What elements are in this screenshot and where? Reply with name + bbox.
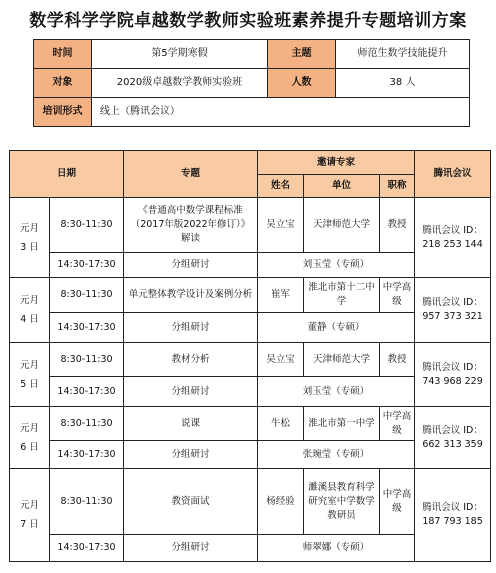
expert-name: 吴立宝 — [258, 343, 304, 377]
date-cell — [10, 407, 50, 469]
expert-title: 中学高级 — [380, 407, 415, 441]
date-month: 元月 — [19, 500, 39, 511]
expert-title: 教授 — [380, 198, 415, 253]
expert-title: 中学高级 — [380, 278, 415, 313]
format-value: 线上（腾讯会议） — [92, 98, 470, 127]
pm-time: 14:30-17:30 — [50, 377, 124, 407]
target-value: 2020级卓越数学教师实验班 — [92, 69, 268, 98]
pm-host: 张琬莹（专硕） — [258, 441, 415, 469]
expert-name: 牛松 — [258, 407, 304, 441]
am-topic: 说课 — [124, 407, 258, 441]
pm-time: 14:30-17:30 — [50, 253, 124, 278]
table-row — [10, 343, 491, 377]
date-day: 6 日 — [20, 441, 39, 453]
expert-unit: 淮北市第十二中学 — [304, 278, 380, 313]
target-label: 对象 — [34, 69, 92, 98]
date-day: 5 日 — [20, 378, 39, 390]
pm-host: 刘玉莹（专硕） — [258, 377, 415, 407]
date-day: 7 日 — [20, 519, 39, 530]
date-day: 3 日 — [20, 241, 39, 253]
header-title: 职称 — [380, 175, 415, 198]
expert-unit: 天津师范大学 — [304, 198, 380, 253]
pm-time: 14:30-17:30 — [50, 535, 124, 562]
date-month: 元月 — [19, 359, 39, 371]
am-topic: 《普通高中数学课程标准（2017年版2022年修订）》解读 — [124, 198, 258, 253]
am-topic: 教资面试 — [124, 469, 258, 535]
pm-topic: 分组研讨 — [124, 441, 258, 469]
expert-title: 中学高级 — [380, 469, 415, 535]
pm-time: 14:30-17:30 — [50, 313, 124, 343]
date-day: 4 日 — [20, 314, 39, 325]
pm-host: 刘玉莹（专硕） — [258, 253, 415, 278]
pm-topic: 分组研讨 — [124, 535, 258, 562]
meeting-id: 腾讯会议 ID：743 968 229 — [415, 343, 491, 407]
table-row — [10, 407, 491, 441]
page-title: 数学科学学院卓越数学教师实验班素养提升专题培训方案 — [29, 11, 467, 31]
pm-host: 师翠娜（专硕） — [258, 535, 415, 562]
meeting-id: 腾讯会议 ID：187 793 185 — [415, 469, 491, 562]
time-value: 第5学期寒假 — [92, 40, 268, 69]
expert-unit: 淮北市第一中学 — [304, 407, 380, 441]
time-label: 时间 — [34, 40, 92, 69]
schedule-table — [9, 150, 491, 562]
header-date: 日期 — [10, 151, 124, 198]
meeting-id: 腾讯会议 ID：218 253 144 — [415, 198, 491, 278]
date-month: 元月 — [19, 422, 39, 434]
pm-topic: 分组研讨 — [124, 313, 258, 343]
date-cell — [10, 469, 50, 562]
table-row — [10, 278, 491, 313]
am-topic: 单元整体教学设计及案例分析 — [124, 278, 258, 313]
expert-name: 崔军 — [258, 278, 304, 313]
am-time: 8:30-11:30 — [50, 343, 124, 377]
pm-time: 14:30-17:30 — [50, 441, 124, 469]
pm-topic: 分组研讨 — [124, 377, 258, 407]
am-time: 8:30-11:30 — [50, 469, 124, 535]
format-label: 培训形式 — [34, 98, 92, 127]
header-name: 姓名 — [258, 175, 304, 198]
theme-value: 师范生数学技能提升 — [336, 40, 470, 69]
am-time: 8:30-11:30 — [50, 278, 124, 313]
meeting-id: 腾讯会议 ID：662 313 359 — [415, 407, 491, 469]
count-value: 38 人 — [336, 69, 470, 98]
meeting-id: 腾讯会议 ID：957 373 321 — [415, 278, 491, 343]
info-table — [33, 39, 470, 127]
date-month: 元月 — [19, 222, 39, 234]
pm-host: 董静（专硕） — [258, 313, 415, 343]
header-meeting: 腾讯会议 — [415, 151, 491, 198]
table-row — [10, 469, 491, 535]
expert-unit: 濉溪县教育科学研究室中学数学教研员 — [304, 469, 380, 535]
pm-topic: 分组研讨 — [124, 253, 258, 278]
am-time: 8:30-11:30 — [50, 407, 124, 441]
expert-name: 杨经验 — [258, 469, 304, 535]
count-label: 人数 — [268, 69, 336, 98]
header-unit: 单位 — [304, 175, 380, 198]
date-cell — [10, 343, 50, 407]
am-topic: 教材分析 — [124, 343, 258, 377]
date-cell — [10, 278, 50, 343]
date-month: 元月 — [19, 295, 39, 306]
date-cell — [10, 198, 50, 278]
header-topic: 专题 — [124, 151, 258, 198]
expert-unit: 天津师范大学 — [304, 343, 380, 377]
am-time: 8:30-11:30 — [50, 198, 124, 253]
header-experts: 邀请专家 — [258, 151, 415, 175]
table-row — [10, 198, 491, 253]
expert-name: 吴立宝 — [258, 198, 304, 253]
theme-label: 主题 — [268, 40, 336, 69]
expert-title: 教授 — [380, 343, 415, 377]
